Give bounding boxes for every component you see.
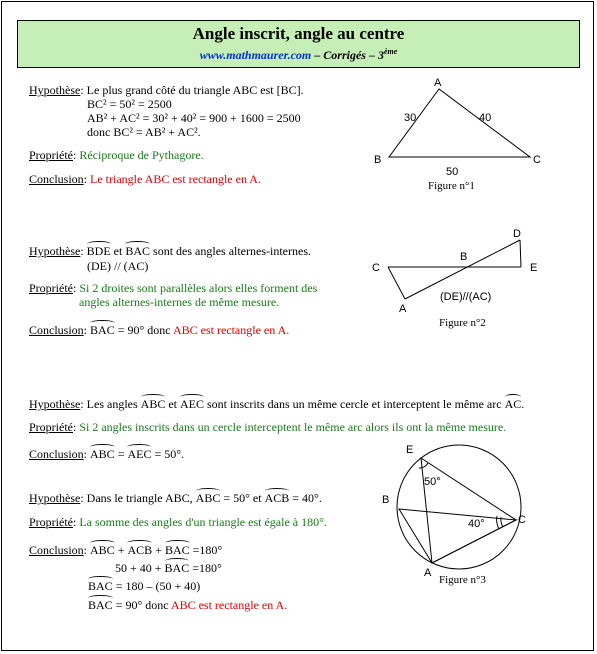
fig2-label-a: A	[399, 303, 407, 315]
segment-de	[520, 240, 521, 267]
ex4-property: Propriété: La somme des angles d'un triangle est égale à 180°.	[29, 515, 327, 529]
ex2-concl-red: ABC est rectangle en A.	[172, 323, 290, 337]
arc-ac: AC	[504, 397, 522, 411]
angle-bac: BAC	[90, 323, 115, 337]
propriete-label: Propriété	[29, 515, 73, 529]
ex3-prop-text: Si 2 angles inscrits dans un cercle interceptent le même arc alors ils ont la même mesure.	[79, 420, 507, 434]
fig3-caption: Figure n°3	[439, 574, 486, 586]
angle-abc: ABC	[140, 397, 166, 411]
propriete-label: Propriété	[29, 281, 73, 295]
ex4-prop-text: La somme des angles d'un triangle est égale à 180°.	[79, 515, 327, 529]
ex4-concl-line4	[88, 598, 287, 612]
fig2-label-c: C	[372, 262, 380, 274]
page-subtitle	[18, 44, 579, 63]
fig3-label-c: C	[518, 514, 526, 526]
page-header	[17, 20, 580, 68]
conclusion-label: Conclusion	[29, 543, 84, 557]
subtitle-sup: ème	[383, 47, 398, 56]
figure-2	[368, 222, 548, 337]
ex1-hypothesis	[29, 83, 304, 97]
hypothese-label: Hypothèse	[29, 83, 81, 97]
ex3-hypothesis	[29, 397, 524, 411]
angle-aec: AEC	[180, 397, 205, 411]
ex4-hyp-v2: = 40°.	[289, 491, 322, 505]
conclusion-label: Conclusion	[29, 172, 84, 186]
fig2-label-e: E	[530, 262, 538, 274]
ex3-hyp-mid: sont inscrits dans un même cercle et interceptent le même arc	[204, 397, 505, 411]
fig1-label-c: C	[533, 154, 541, 166]
ex4-hyp-pre: : Dans le triangle ABC,	[80, 491, 196, 505]
ex1-prop-text: Réciproque de Pythagore.	[79, 148, 204, 162]
conclusion-label: Conclusion	[29, 323, 84, 337]
conclusion-label: Conclusion	[29, 447, 84, 461]
ex3-property: Propriété: Si 2 angles inscrits dans un cercle interceptent le même arc alors ils ont la même mesure.	[29, 420, 507, 434]
fig2-parallel-note: (DE)//(AC)	[440, 291, 492, 303]
equals-180: =180°	[189, 543, 223, 557]
angle-abc: ABC	[195, 491, 221, 505]
fig1-side-bc: 50	[446, 166, 459, 178]
fig2-label-b: B	[460, 251, 468, 263]
ex1-line1: BC² = 50² = 2500	[87, 97, 172, 111]
fig3-angle-c: 40°	[468, 518, 485, 530]
ex3-conclusion: Conclusion: ABC = AEC = 50°.	[29, 447, 185, 461]
ex4-c2-pre: 50 + 40 +	[115, 561, 165, 575]
angle-bac: BAC	[88, 579, 113, 593]
figure-3	[375, 440, 550, 590]
ex4-c4-red: ABC est rectangle en A.	[170, 598, 288, 612]
ex2-hyp-line2: (DE) // (AC)	[87, 259, 149, 273]
ex4-concl-line3	[88, 579, 200, 593]
ex3-concl-end: = 50°.	[151, 447, 185, 461]
fig1-label-b: B	[374, 154, 382, 166]
ex4-c2-end: =180°	[189, 561, 222, 575]
angle-acb: ACB	[127, 543, 153, 557]
angle-bac: BAC	[88, 598, 113, 612]
subtitle-text: – Corrigés – 3	[314, 48, 384, 62]
propriete-label: Propriété	[29, 420, 73, 434]
page-title: Angle inscrit, angle au centre	[192, 24, 405, 43]
segment-ca	[388, 267, 405, 299]
fig1-label-a: A	[434, 77, 442, 89]
angle-acb: ACB	[264, 491, 290, 505]
ex2-property: Propriété: Si 2 droites sont parallèles alors elles forment des	[29, 281, 318, 295]
fig1-side-ac: 40	[479, 112, 492, 124]
fig3-label-e: E	[406, 444, 414, 456]
hypothese-label: Hypothèse	[29, 491, 81, 505]
plus-sign: +	[152, 543, 165, 557]
ex4-c3-end: = 180 – (50 + 40)	[112, 579, 201, 593]
ex1-conclusion: Conclusion: Le triangle ABC est rectangle en A.	[29, 172, 261, 186]
circle	[397, 445, 521, 569]
triangle-eca	[421, 458, 516, 563]
ex2-hyp-and: et	[110, 244, 126, 258]
ex2-conclusion: Conclusion: BAC = 90° donc ABC est rectangle en A.	[29, 323, 290, 337]
angle-e-arc	[419, 463, 428, 468]
hypothese-label: Hypothèse	[29, 244, 81, 258]
ex1-line2: AB² + AC² = 30² + 40² = 900 + 1600 = 2500	[87, 111, 301, 125]
plus-sign: +	[114, 543, 128, 557]
ex2-hypothesis: Hypothèse: BDE et BAC sont des angles alternes-internes.	[29, 244, 311, 258]
angle-abc: ABC	[90, 543, 115, 557]
ex3-concl-eq: =	[114, 447, 128, 461]
ex1-concl-text: Le triangle ABC est rectangle en A.	[90, 172, 261, 186]
fig2-label-d: D	[513, 228, 521, 240]
ex4-hyp-v1: = 50° et	[220, 491, 265, 505]
site-link[interactable]: www.mathmaurer.com	[199, 48, 312, 62]
ex1-line3: donc BC² = AB² + AC².	[87, 125, 201, 139]
ex2-concl-text: = 90° donc	[114, 323, 173, 337]
ex4-concl-line2	[115, 561, 222, 575]
ex1-property: Propriété: Réciproque de Pythagore.	[29, 148, 204, 162]
ex2-hyp-rest: sont des angles alternes-internes.	[150, 244, 311, 258]
angle-bde: BDE	[86, 244, 111, 258]
fig2-caption: Figure n°2	[439, 317, 486, 329]
propriete-label: Propriété	[29, 148, 73, 162]
ex3-hyp-pre: : Les angles	[80, 397, 141, 411]
fig3-angle-e: 50°	[424, 476, 441, 488]
ex1-hyp-text: : Le plus grand côté du triangle ABC est [BC].	[80, 83, 304, 97]
ex4-c4-mid: = 90° donc	[112, 598, 171, 612]
angle-bac: BAC	[164, 561, 190, 575]
angle-abc: ABC	[90, 447, 115, 461]
figure-1	[370, 75, 550, 200]
ex3-hyp-end: .	[521, 397, 525, 411]
ex4-conclusion: Conclusion: ABC + ACB + BAC =180°	[29, 543, 223, 557]
ex4-hypothesis	[29, 491, 322, 505]
ex2-prop-line2: angles alternes-internes de même mesure.	[79, 295, 280, 309]
angle-bac: BAC	[164, 543, 190, 557]
hypothese-label: Hypothèse	[29, 397, 81, 411]
angle-bac: BAC	[125, 244, 151, 258]
fig3-label-a: A	[424, 567, 432, 579]
ex3-hyp-and: et	[165, 397, 181, 411]
ex2-prop-line1: Si 2 droites sont parallèles alors elles forment des	[79, 281, 318, 295]
angle-aec: AEC	[127, 447, 152, 461]
fig3-label-b: B	[382, 494, 390, 506]
fig1-side-ab: 30	[404, 112, 417, 124]
fig1-caption: Figure n°1	[428, 180, 475, 192]
